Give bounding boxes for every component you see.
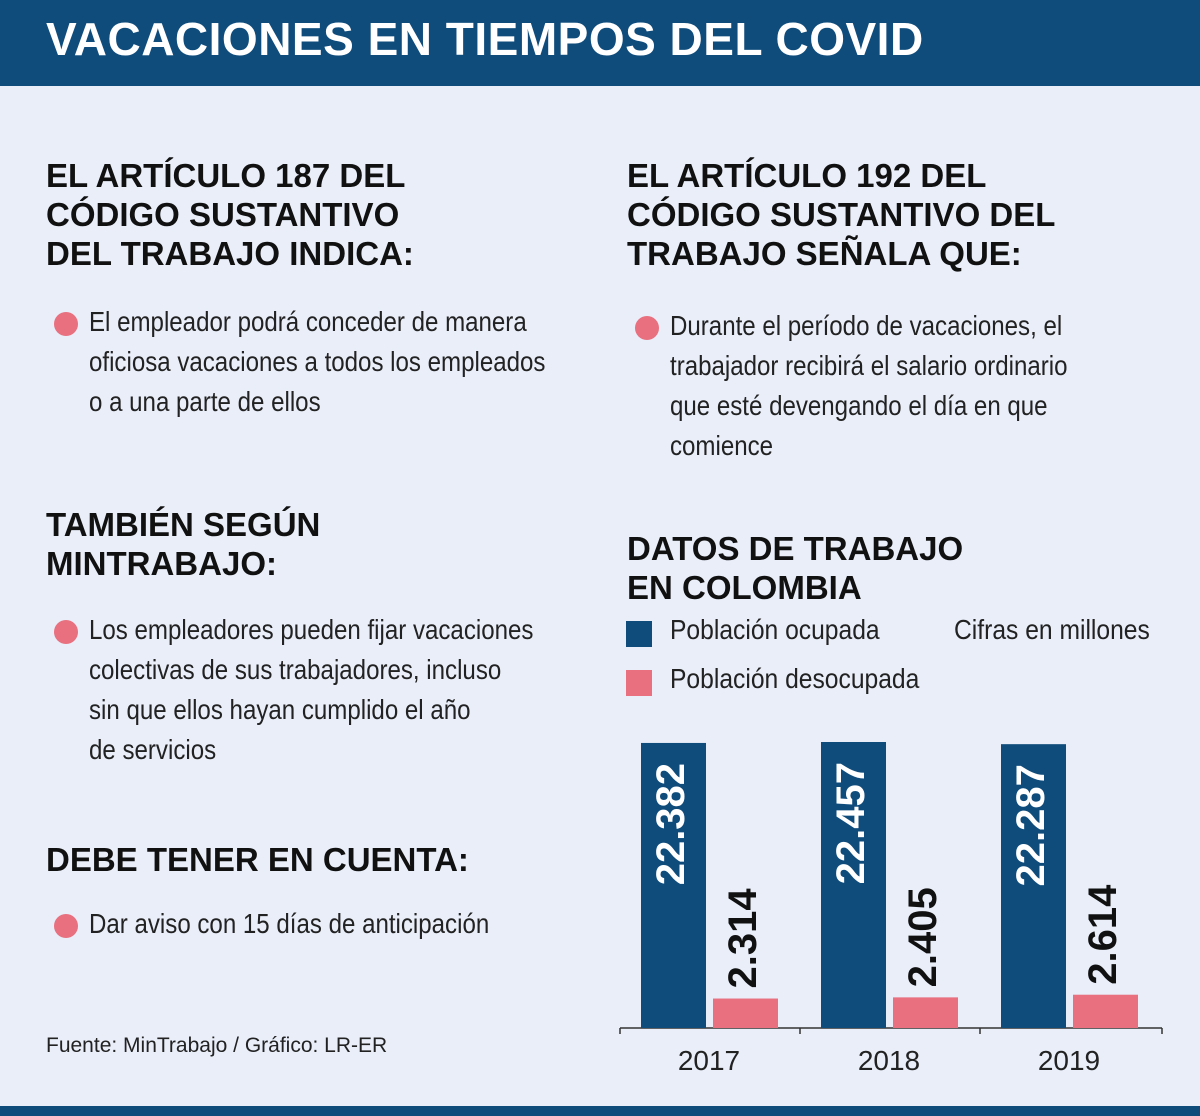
art187-heading: EL ARTÍCULO 187 DEL CÓDIGO SUSTANTIVO DEL TRABAJO INDICA: xyxy=(46,157,414,272)
chart-units: Cifras en millones xyxy=(954,614,1150,645)
mintrabajo-heading: TAMBIÉN SEGÚN MINTRABAJO: xyxy=(46,506,321,582)
data-label-ocupada-2017: 22.382 xyxy=(649,762,694,886)
bar-desocupada-2017 xyxy=(713,999,778,1028)
art192-heading: EL ARTÍCULO 192 DEL CÓDIGO SUSTANTIVO DEL TRABAJO SEÑALA QUE: xyxy=(627,157,1056,272)
x-tick-label-2018: 2018 xyxy=(857,1045,921,1076)
art187-text: El empleador podrá conceder de manera oficiosa vacaciones a todos los empleados o a una parte de ellos xyxy=(89,306,546,417)
source-note: Fuente: MinTrabajo / Gráfico: LR-ER xyxy=(46,1034,388,1057)
bottom-bar xyxy=(0,1106,1200,1116)
cuenta-heading: DEBE TENER EN CUENTA: xyxy=(46,841,469,878)
cuenta-text: Dar aviso con 15 días de anticipación xyxy=(89,908,490,939)
x-tick-label-2019: 2019 xyxy=(1037,1045,1101,1076)
chart-title: DATOS DE TRABAJO EN COLOMBIA xyxy=(627,530,964,606)
bar-desocupada-2018 xyxy=(893,997,958,1028)
bar-desocupada-2019 xyxy=(1073,995,1138,1028)
data-label-desocupada-2018: 2.405 xyxy=(901,887,946,988)
legend-label-ocupada: Población ocupada xyxy=(670,614,880,645)
legend-label-desocupada: Población desocupada xyxy=(670,663,920,694)
data-label-ocupada-2018: 22.457 xyxy=(829,762,874,885)
data-label-desocupada-2019: 2.614 xyxy=(1081,884,1126,985)
mintrabajo-text: Los empleadores pueden fijar vacaciones colectivas de sus trabajadores, incluso sin que ellos hayan cumplido el año de servicios xyxy=(89,614,534,765)
data-label-desocupada-2017: 2.314 xyxy=(721,888,766,989)
art192-text: Durante el período de vacaciones, el trabajador recibirá el salario ordinario que esté devengando el día en que comience xyxy=(670,310,1068,461)
x-tick-label-2017: 2017 xyxy=(677,1045,741,1076)
page-title: VACACIONES EN TIEMPOS DEL COVID xyxy=(46,13,924,65)
data-label-ocupada-2019: 22.287 xyxy=(1009,764,1054,887)
